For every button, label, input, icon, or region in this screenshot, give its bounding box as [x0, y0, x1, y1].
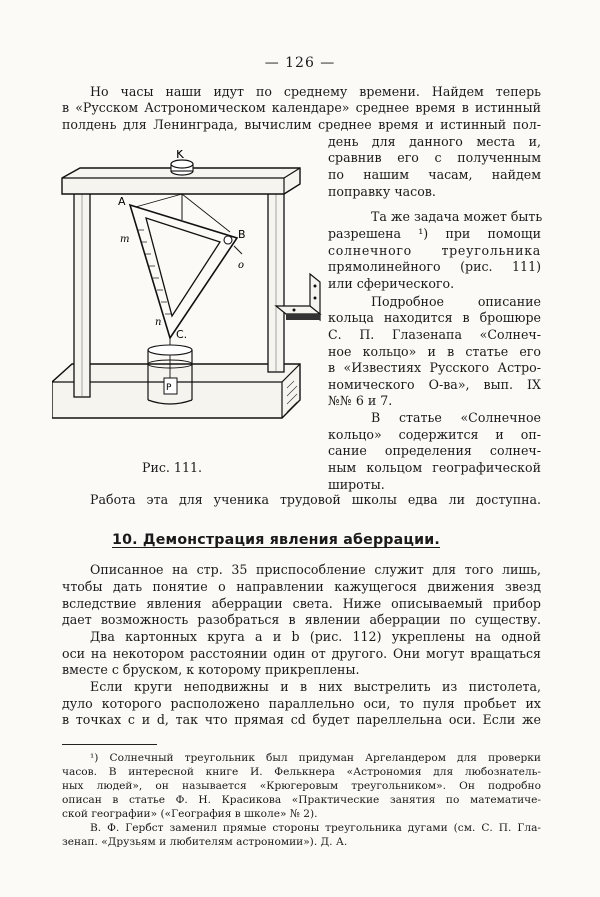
paragraph-line: в точках c и d, так что прямая cd будет пареллельна оси. Если же	[62, 712, 541, 727]
paragraph-line: Описанное на стр. 35 приспособление служит для того лишь,	[90, 562, 541, 577]
paragraph-line: кольцо» содержится и оп-	[328, 427, 541, 442]
label-o: o	[238, 260, 245, 271]
paragraph-line: поправку часов.	[328, 184, 436, 199]
footnote-line: описан в статье Ф. Н. Красикова «Практические занятия по математиче-	[62, 794, 541, 806]
paragraph-line: Работа эта для ученика трудовой школы едва ли доступна.	[90, 492, 541, 507]
paragraph-line: Два картонных круга a и b (рис. 112) укреплены на одной	[90, 629, 541, 644]
label-k: K	[176, 150, 184, 161]
footnote-line: ных людей», он называется «Крюгеровым треугольником». Он подробно	[62, 780, 541, 792]
paragraph-line: Но часы наши идут по среднему времени. Найдем теперь	[90, 84, 541, 99]
paragraph-line: оси на некотором расстоянии один от другого. Они могут вращаться	[62, 646, 541, 661]
solar-triangle-figure	[52, 150, 302, 440]
paragraph-line: разрешена ¹) при помощи	[328, 226, 541, 241]
footnote-rule	[62, 744, 157, 745]
paragraph-line: солнечного треугольника	[328, 243, 541, 258]
paragraph-line: в «Русском Астрономическом календаре» среднее время в истинный	[62, 100, 541, 115]
footnote-line: В. Ф. Гербст заменил прямые стороны треугольника дугами (см. С. П. Гла-	[90, 822, 541, 834]
section-heading	[112, 532, 502, 548]
paragraph-line: полдень для Ленинграда, вычислим среднее время и истинный пол-	[62, 117, 541, 132]
label-p: P	[166, 383, 172, 393]
wall-bracket-figure	[268, 272, 330, 332]
paragraph-line: прямолинейного (рис. 111)	[328, 259, 541, 274]
paragraph-line: широты.	[328, 477, 385, 492]
footnote-line: ¹) Солнечный треугольник был придуман Аргеландером для проверки	[90, 752, 541, 764]
paragraph-line: Та же задача может быть	[371, 209, 543, 224]
footnote-line: часов. В интересной книге И. Фелькнера «Астрономия для любознатель-	[62, 766, 541, 778]
label-m: m	[120, 234, 130, 245]
paragraph-line: сравнив его с полученным	[328, 150, 541, 165]
paragraph-line: в «Известиях Русского Астро-	[328, 360, 541, 375]
paragraph-line: Если круги неподвижны и в них выстрелить из пистолета,	[90, 679, 541, 694]
paragraph-line: №№ 6 и 7.	[328, 393, 393, 408]
paragraph-line: по нашим часам, найдем	[328, 167, 541, 182]
paragraph-line: вследствие явления аберрации света. Ниже описываемый прибор	[62, 596, 541, 611]
paragraph-line: Подробное описание	[371, 294, 541, 309]
paragraph-line: дает возможность разобраться в явлении аберрации по существу.	[62, 612, 541, 627]
page-number: — 126 —	[264, 55, 336, 71]
paragraph-line: ным кольцом географической	[328, 460, 541, 475]
paragraph-line: номического О-ва», вып. IX	[328, 377, 541, 392]
footnote-line: ской географии» («География в школе» № 2).	[62, 808, 318, 820]
label-c: C.	[176, 328, 188, 341]
paragraph-line: дуло которого расположено параллельно оси, то пуля пробьет их	[62, 696, 541, 711]
paragraph-line: В статье «Солнечное	[371, 410, 541, 425]
label-n: n	[155, 317, 162, 328]
section-heading-text: 10. Демонстрация явления аберрации.	[112, 532, 441, 548]
paragraph-line: кольца находится в брошюре	[328, 310, 541, 325]
paragraph-line: день для данного места и,	[328, 134, 541, 149]
label-b: B	[238, 228, 246, 241]
paragraph-line: С. П. Глазенапа «Солнеч-	[328, 327, 541, 342]
footnote-line: зенап. «Друзьям и любителям астрономии»). Д. А.	[62, 836, 348, 848]
label-a: A	[118, 195, 126, 208]
paragraph-line: чтобы дать понятие о направлении кажущегося движения звезд	[62, 579, 541, 594]
figure-caption: Рис. 111.	[142, 460, 202, 475]
paragraph-line: ное кольцо» и в статье его	[328, 344, 541, 359]
paragraph-line: или сферического.	[328, 276, 455, 291]
paragraph-line: сание определения солнеч-	[328, 443, 541, 458]
paragraph-line: вместе с бруском, к которому прикреплены.	[62, 662, 360, 677]
